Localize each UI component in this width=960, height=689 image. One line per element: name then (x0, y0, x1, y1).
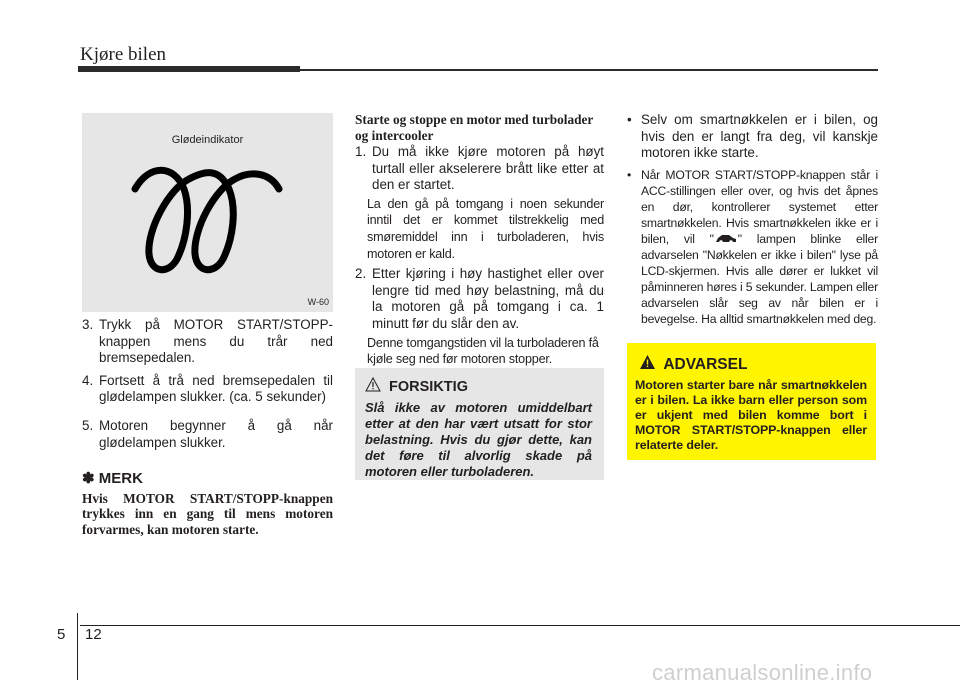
bullet-text-a: Når MOTOR START/STOPP-knappen står i ACC-stillingen eller over, og hvis det åpnes en dør, kontrollerer systemet etter smartnøkkelen. Hvis smartnøkkelen ikke er i bilen, vil " (641, 167, 878, 246)
page-number: 12 (85, 626, 102, 643)
bullet-item (627, 167, 878, 327)
step-text: Du må ikke kjøre motoren på høyt turtall eller akselerere brått like etter at den er startet. (372, 144, 604, 193)
glow-indicator-figure (82, 113, 333, 312)
bullet-text-b: " lampen blinke eller advarselen "Nøkkelen er ikke i bilen" lyse på LCD-skjermen. Hvis alle dører er lukket vil påminneren høres i 5 sekunder. Lampen eller advarselen slår seg av når bilen er i bevegelse. Ha alltid smartnøkkelen med deg. (641, 231, 878, 326)
middle-column (355, 112, 604, 372)
step-item (82, 373, 333, 406)
section-heading: Starte og stoppe en motor med turbolader og intercooler (355, 112, 594, 143)
warning-box (627, 343, 876, 460)
caution-text: Slå ikke av motoren umiddelbart etter at den har vært utsatt for stor belastning. Hvis du gjør dette, kan det føre til alvorlig skade på motoren eller turboladeren. (365, 400, 592, 479)
bullet-dot: • (627, 167, 632, 182)
step-item (82, 317, 333, 367)
note-text: Hvis MOTOR START/STOPP-knappen trykkes inn en gang til mens motoren forvarmes, kan motoren starte. (82, 490, 333, 537)
step-subtext: Denne tomgangstiden vil la turboladeren få kjøle seg ned før motoren stopper. (367, 335, 599, 367)
warning-triangle-icon (639, 354, 656, 370)
step-text: Fortsett å trå ned bremsepedalen til glødelampen slukker. (ca. 5 sekunder) (99, 372, 333, 405)
caution-header (365, 377, 468, 395)
caution-box (355, 368, 604, 480)
step-item (82, 418, 333, 451)
step-subtext: La den gå på tomgang i noen sekunder inntil det er kommet tilstrekkelig med smøremiddel inn i turboladeren, hvis motoren er kald. (367, 196, 604, 261)
step-number: 5. (82, 417, 94, 433)
footer-divider (77, 613, 78, 680)
warning-header (639, 354, 747, 374)
bullet-text: Selv om smartnøkkelen er i bilen, og hvis den er langt fra deg, vil kanskje motoren ikke starte. (641, 112, 878, 161)
caution-triangle-icon (365, 377, 381, 392)
bullet-dot: • (627, 112, 632, 127)
figure-code: W-60 (307, 297, 329, 307)
header-rule (300, 69, 878, 71)
step-number: 3. (82, 317, 94, 332)
right-column (627, 112, 878, 332)
warning-text: Motoren starter bare når smartnøkkelen er i bilen. La ikke barn eller person som er ukjent med bilen komme bort i MOTOR START/STOPP-knappen eller relaterte deler. (635, 378, 867, 452)
left-column (82, 317, 333, 537)
step-number: 2. (355, 266, 367, 282)
smart-key-car-icon (714, 232, 738, 244)
step-text: Trykk på MOTOR START/STOPP-knappen mens du trår ned bremsepedalen. (99, 317, 333, 366)
step-item (355, 266, 604, 332)
watermark: carmanualsonline.info (652, 660, 873, 685)
caution-title: FORSIKTIG (389, 379, 468, 395)
page-title: Kjøre bilen (80, 44, 167, 65)
figure-label: Glødeindikator (171, 134, 244, 146)
bullet-item (627, 112, 878, 162)
chapter-number: 5 (57, 626, 66, 643)
step-text: Etter kjøring i høy hastighet eller over lengre tid med høy belastning, må du la motoren gå på tomgang i ca. 1 minutt før du slår den av. (372, 266, 604, 331)
step-text: Motoren begynner å gå når glødelampen slukker. (99, 417, 333, 450)
step-number: 1. (355, 144, 367, 159)
footer-rule (80, 625, 960, 626)
header-bar (78, 66, 300, 72)
warning-title: ADVARSEL (663, 356, 748, 373)
step-number: 4. (82, 372, 94, 388)
note-title: ✽ MERK (82, 470, 143, 488)
glow-plug-coil-icon (129, 159, 289, 279)
step-item (355, 144, 604, 194)
